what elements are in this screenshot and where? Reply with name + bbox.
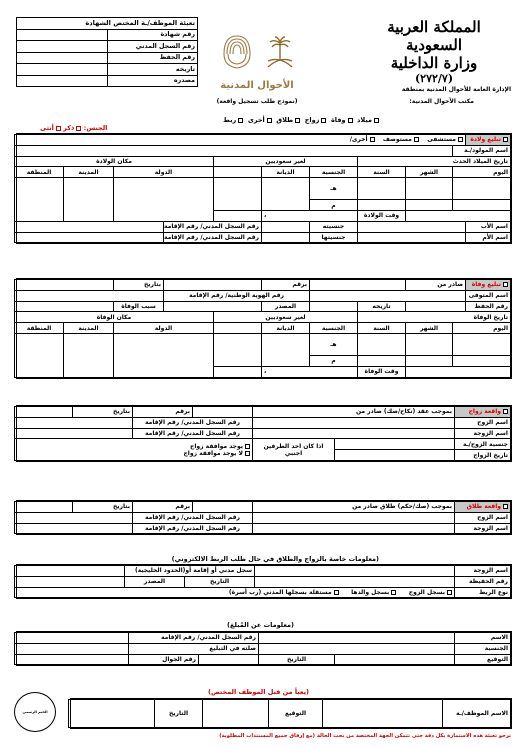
birth-year-field[interactable] [358, 178, 406, 200]
birth-country-field[interactable] [114, 178, 214, 222]
event-type-row [223, 116, 379, 124]
event-marriage[interactable]: زواج [305, 116, 327, 124]
birth-title[interactable]: تبليغ ولادة [466, 135, 511, 146]
link-wife-name-field[interactable] [255, 566, 455, 577]
certificate-no-field[interactable] [17, 29, 108, 41]
checkbox-icon[interactable] [503, 137, 508, 142]
gender-row: الجنس: ذكر أنثى [40, 124, 108, 132]
birth-region-field[interactable] [15, 178, 64, 222]
stamp-label: الختم الرسمي [22, 710, 48, 714]
employee-name-field[interactable] [323, 700, 443, 728]
birth-time-field[interactable]: ، [262, 210, 358, 221]
deceased-id-field[interactable] [14, 290, 163, 301]
informer-nationality-field[interactable] [259, 643, 455, 654]
save-no-field[interactable] [17, 52, 108, 64]
checkbox-icon[interactable] [458, 137, 463, 142]
event-divorce[interactable]: طلاق [276, 116, 300, 124]
marriage-date-field[interactable] [15, 407, 73, 418]
checkbox-icon[interactable] [295, 118, 300, 123]
checkbox-icon[interactable] [321, 118, 326, 123]
emp-date-field[interactable] [17, 64, 108, 76]
death-nationality-field[interactable] [261, 333, 309, 366]
checkbox-icon[interactable] [391, 590, 396, 595]
death-month-field[interactable] [405, 333, 452, 355]
employee-section: الاسم الموظف/ـة التوقيع التاريخ [70, 698, 512, 729]
checkbox-icon[interactable] [370, 137, 375, 142]
divorce-section: واقعة طلاق بموجب (صك/حكم) طلاق صادر من برقم بتاريخ اسم الزوج رقم السجل المدني/ رقم الإقامة اسم الزوجة رقم السجل المدني/ رقم الإقامة [16, 500, 512, 535]
divorce-title[interactable]: واقعة طلاق [455, 502, 511, 513]
death-time-field[interactable]: ، [261, 366, 357, 377]
mother-registry-field[interactable] [15, 232, 164, 243]
informer-signature-field[interactable] [335, 654, 455, 665]
civil-affairs-logo-icon [218, 32, 256, 78]
death-religion-field[interactable] [213, 333, 261, 366]
marriage-event-date-field[interactable] [335, 450, 455, 461]
emp-source-field[interactable] [17, 75, 108, 87]
marriage-section: واقعة زواج بموجب عقد (نكاح/صك) صادر من برقم بتاريخ اسم الزوج رقم السجل المدني/ رقم الإقامة اسم الزوجة رقم السجل المدني/ رقم الإقامة جنسية الزوج/ـة اذا كان احد الطرفين اجنبي يوجد موافقة زواج لا يوجد موافقة زواج تاريخ الزواج [16, 405, 512, 462]
father-registry-field[interactable] [15, 221, 164, 232]
death-source-field[interactable] [163, 301, 261, 312]
birth-day-field[interactable] [453, 178, 511, 200]
death-its-date-field[interactable] [309, 301, 357, 312]
general-admin: الإدارة العامة للأحوال المدنية بمنطقة [401, 86, 511, 93]
checkbox-icon[interactable] [503, 504, 508, 509]
spouse-nationality-field[interactable] [335, 439, 455, 450]
checkbox-icon[interactable] [245, 451, 250, 456]
form-title: (نموذج طلب تسجيل واقعة) [216, 98, 298, 105]
link-section-title: (معلومات خاصة بالزواج والطلاق في حال طلب الربط الالكتروني) [171, 555, 379, 563]
informer-name-field[interactable] [259, 633, 455, 644]
office-label: مكتب الأحوال المدنية: [409, 98, 474, 105]
informer-date-field[interactable] [199, 654, 259, 665]
checkbox-icon[interactable] [414, 137, 419, 142]
employee-note: (يعبأ من قبل الموظف المختص) [208, 688, 309, 696]
death-title[interactable]: تبليغ وفاة [466, 280, 511, 291]
checkbox-icon[interactable] [503, 282, 508, 287]
death-issuer-field[interactable] [309, 280, 405, 291]
informer-section: الاسم رقم السجل المدني/ رقم الإقامة الجنسية صلته في التبليغ التوقيع التاريخ رقم الجوال [16, 631, 512, 666]
link-save-no-field[interactable] [255, 576, 455, 587]
wife-name-field[interactable] [253, 428, 455, 439]
employee-date-field[interactable] [69, 700, 155, 728]
birth-section: تبليغ ولادة مستشفى مستوصف أخرى/ اسم المولود/ـة تاريخ الميلاد الحدث لغير سعوديين مكان الولادة اليوم الشهر السنة الجنسية الديانة الدولة المدينة المنطقة هـ م وقت الولادة ، اسم الأب جنسيته رقم السجل المدني/ رقم الإقامة اسم الأم جنسيتها رقم السجل المدني/ رقم الإقامة [16, 133, 512, 244]
death-day-field[interactable] [453, 333, 511, 355]
deceased-name-field[interactable] [309, 290, 465, 301]
death-city-field[interactable] [63, 333, 113, 377]
divorce-wife-field[interactable] [252, 523, 454, 534]
husband-name-field[interactable] [253, 417, 455, 428]
marriage-issuer-field[interactable] [193, 407, 253, 418]
mother-name-field[interactable] [358, 232, 466, 243]
newborn-name-field[interactable] [15, 145, 453, 156]
link-source-field[interactable] [15, 576, 125, 587]
divorce-husband-registry-field[interactable] [14, 512, 132, 523]
death-section: تبليغ وفاة صادر من برقم بتاريخ اسم المتوفى رقم الهوية الوطنية/ رقم الإقامة رقم الحفظ تاريخه المصدر سبب الوفاة تاريخ الوفاة لغير سعوديين مكان الوفاة اليوم الشهر السنة الجنسية الديانة الدولة المدينة المنطقة هـ م وقت الوفاة ، [16, 278, 512, 379]
checkbox-icon[interactable] [374, 118, 379, 123]
death-number-field[interactable] [163, 280, 261, 291]
checkbox-icon[interactable] [76, 126, 81, 131]
official-stamp-icon [14, 692, 56, 732]
death-date-field[interactable] [14, 280, 113, 291]
birth-month-field[interactable] [406, 178, 453, 200]
informer-relation-field[interactable] [15, 643, 129, 654]
birth-city-field[interactable] [64, 178, 114, 222]
death-cause-field[interactable] [14, 301, 113, 312]
checkbox-icon[interactable] [267, 118, 272, 123]
checkbox-icon[interactable] [348, 118, 353, 123]
divorce-date-field[interactable] [14, 502, 72, 513]
checkbox-icon[interactable] [503, 409, 508, 414]
event-other[interactable]: أخرى [248, 116, 272, 124]
link-registry-field[interactable] [15, 566, 125, 577]
father-nationality-field[interactable] [262, 221, 310, 232]
informer-registry-field[interactable] [15, 633, 129, 644]
ministry-emblem-icon [265, 34, 295, 70]
event-birth[interactable]: ميلاد [357, 116, 379, 124]
mother-nationality-field[interactable] [262, 232, 310, 243]
event-link[interactable]: ربط [223, 116, 243, 124]
death-region-field[interactable] [14, 333, 63, 377]
father-name-field[interactable] [358, 221, 466, 232]
marriage-title[interactable]: واقعة زواج [455, 407, 511, 418]
checkbox-icon[interactable] [56, 126, 61, 131]
divorce-wife-registry-field[interactable] [14, 523, 132, 534]
informer-mobile-field[interactable] [15, 654, 129, 665]
death-save-no-field[interactable] [405, 301, 465, 312]
birth-religion-field[interactable] [214, 178, 262, 211]
link-section: اسم الزوجة سجل مدني أو إقامة أو(الحدود الخليجية) رقم الحفيظة التاريخ المصدر نوع الربط بسجل الزوج بسجل والدها مستقلة بسجلها المدني (رب أسرة) [16, 564, 512, 599]
death-country-field[interactable] [113, 333, 213, 377]
birth-nationality-field[interactable] [262, 178, 310, 211]
checkbox-icon[interactable] [447, 590, 452, 595]
divorce-issuer-field[interactable] [192, 502, 252, 513]
checkbox-icon[interactable] [334, 590, 339, 595]
checkbox-icon[interactable] [238, 118, 243, 123]
footer-note: نرجو تعبئة هذه الاستمارة بكل دقة حتى تتمكن الجهة المختصة من بحث الحالة (مع إرفاق جميع المستندات المطلوبة) [219, 733, 511, 739]
agency-name: الأحوال المدنية [220, 80, 294, 91]
informer-section-title: (معلومات عن المُبلغ) [227, 621, 294, 629]
emp-registry-field[interactable] [17, 41, 108, 53]
death-year-field[interactable] [357, 333, 405, 355]
event-death[interactable]: وفاة [331, 116, 353, 124]
employee-signature-field[interactable] [203, 700, 269, 728]
emp-box-title: تعبئة الموظف/ـة المختص الشهادة [17, 18, 198, 30]
husband-registry-field[interactable] [15, 417, 133, 428]
divorce-husband-field[interactable] [252, 512, 454, 523]
employee-certificate-box: تعبئة الموظف/ـة المختص الشهادة رقم شهادة رقم السجل المدني رقم الحفظ تاريخه مصدره [16, 17, 198, 87]
checkbox-icon[interactable] [245, 444, 250, 449]
kingdom-title: المملكة العربية السعودية وزارة الداخلية (٢٧٢/٧) [387, 18, 481, 85]
wife-registry-field[interactable] [15, 428, 133, 439]
